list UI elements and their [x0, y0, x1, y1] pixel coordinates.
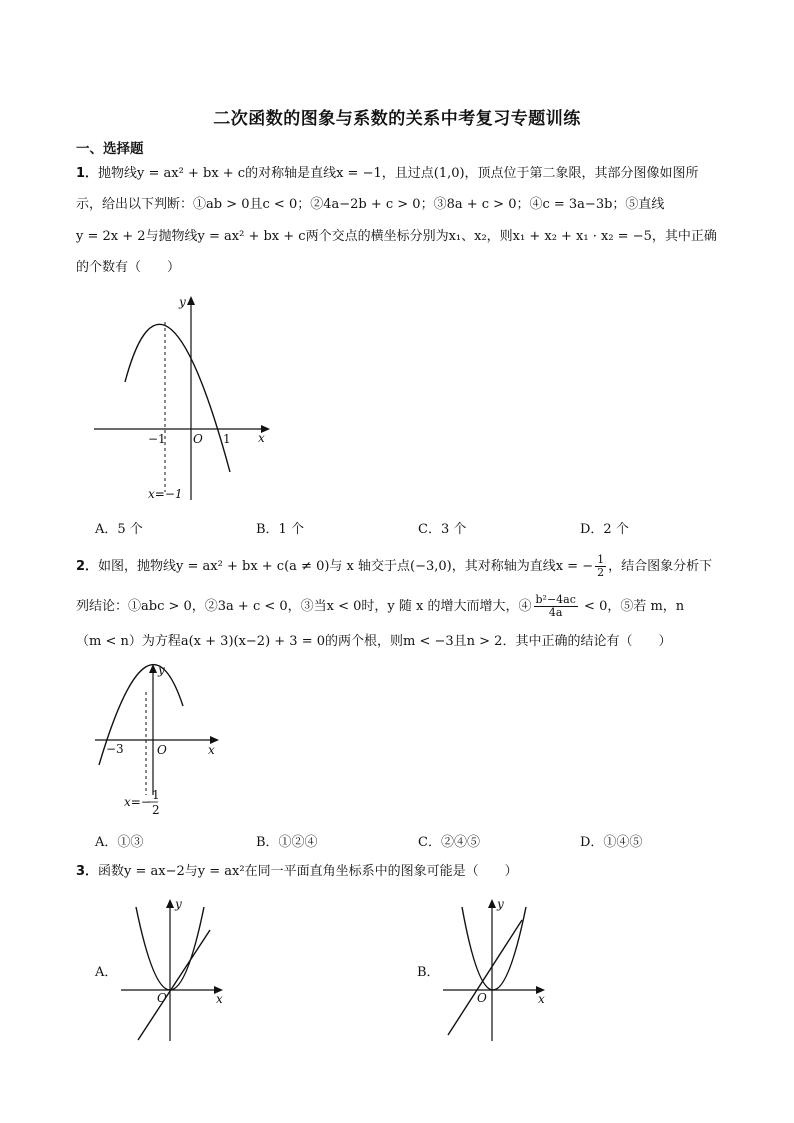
q2-option-b[interactable]: B．①②④: [256, 835, 318, 850]
q2-disc-den: 4a: [548, 606, 563, 619]
q1-y-arrow: [187, 296, 195, 305]
q3a-line: [138, 930, 210, 1040]
q1-origin-label: O: [193, 432, 203, 446]
q3-text-1: 函数y = ax−2与y = ax²在同一平面直角坐标系中的图象可能是（ ）: [98, 864, 518, 879]
q1-line-4: 的个数有（ ）: [76, 260, 181, 275]
q1-y-label: y: [179, 295, 186, 309]
q1-text-1: 抛物线y = ax² + bx + c的对称轴是直线x = −1，且过点(1,0)，顶点位于第二象限，其部分图像如图所: [98, 166, 699, 181]
q2-y-label: y: [158, 663, 165, 677]
q1-number: 1．: [76, 166, 99, 181]
q2-text-2a: 列结论：①abc > 0，②3a + c < 0，③当x < 0时，y 随 x 的增大而增大，④: [76, 599, 532, 614]
q2-neg-three-label: −3: [106, 742, 124, 756]
q2-option-c[interactable]: C．②④⑤: [418, 835, 480, 850]
q1-graph: [90, 292, 280, 507]
q1-option-c[interactable]: C．3 个: [418, 522, 467, 537]
q1-line-3: y = 2x + 2与抛物线y = ax² + bx + c两个交点的横坐标分别为x₁、x₂，则x₁ + x₂ + x₁ · x₂ = −5，其中正确: [76, 229, 717, 244]
q2-frac-num: 1: [597, 553, 605, 566]
q2-number: 2．: [76, 559, 99, 574]
section-heading: 一、选择题: [76, 141, 144, 157]
q3a-y-label: y: [175, 897, 182, 911]
q2-axis-num: 1: [152, 788, 160, 802]
q1-parabola: [125, 324, 230, 472]
q3-graph-a: [118, 895, 233, 1045]
q2-option-d[interactable]: D．①④⑤: [580, 835, 643, 850]
q1-line-1: [76, 164, 748, 184]
q2-fraction-half: [595, 554, 606, 579]
q3b-origin-label: O: [477, 991, 487, 1005]
q3b-y-arrow: [488, 899, 496, 908]
q3b-y-label: y: [497, 897, 504, 911]
q2-frac-den: 2: [597, 566, 605, 579]
q2-disc-num: b²−4ac: [535, 593, 576, 606]
q3b-x-label: x: [538, 992, 545, 1006]
q2-graph: [90, 660, 230, 820]
q3a-x-label: x: [216, 992, 223, 1006]
q1-option-d[interactable]: D．2 个: [580, 522, 629, 537]
q2-text-2b: < 0，⑤若 m，n: [579, 599, 685, 614]
q2-line-1: [76, 554, 748, 579]
q2-option-a[interactable]: A．①③: [95, 835, 144, 850]
q3-graph-b: [440, 895, 555, 1045]
q1-option-b[interactable]: B．1 个: [256, 522, 304, 537]
q2-text-1a: 如图，抛物线y = ax² + bx + c(a ≠ 0)与 x 轴交于点(−3,0)，其对称轴为直线x = −: [98, 559, 594, 574]
q2-x-label: x: [208, 743, 215, 757]
q1-neg-one-label: −1: [148, 432, 166, 446]
q2-line-2: [76, 594, 748, 619]
q3a-y-arrow: [166, 899, 174, 908]
q3a-origin-label: O: [157, 991, 167, 1005]
q3b-parabola: [462, 907, 526, 990]
q3-number: 3．: [76, 864, 99, 879]
q1-axis-equation: x=−1: [148, 487, 183, 501]
q2-text-1b: ，结合图象分析下: [608, 559, 713, 574]
q3-line-1: [76, 862, 748, 882]
page-title: 二次函数的图象与系数的关系中考复习专题训练: [213, 109, 581, 129]
q3b-line: [448, 920, 522, 1035]
q1-option-a[interactable]: A．5 个: [95, 522, 143, 537]
q2-axis-den: 2: [152, 803, 160, 817]
q2-origin-label: O: [157, 743, 167, 757]
q3-option-b[interactable]: B．: [417, 965, 440, 980]
q1-line-2: 示，给出以下判断：①ab > 0且c < 0；②4a−2b + c > 0；③8a + c > 0；④c = 3a−3b；⑤直线: [76, 197, 665, 212]
q3-option-a[interactable]: A．: [95, 965, 118, 980]
q1-one-label: 1: [223, 432, 231, 446]
q2-fraction-discriminant: [534, 594, 578, 619]
q1-x-label: x: [258, 431, 265, 445]
q2-axis-prefix: x=−: [124, 795, 151, 809]
q2-line-3: （m < n）为方程a(x + 3)(x−2) + 3 = 0的两个根，则m < −3且n > 2．其中正确的结论有（ ）: [76, 634, 672, 649]
